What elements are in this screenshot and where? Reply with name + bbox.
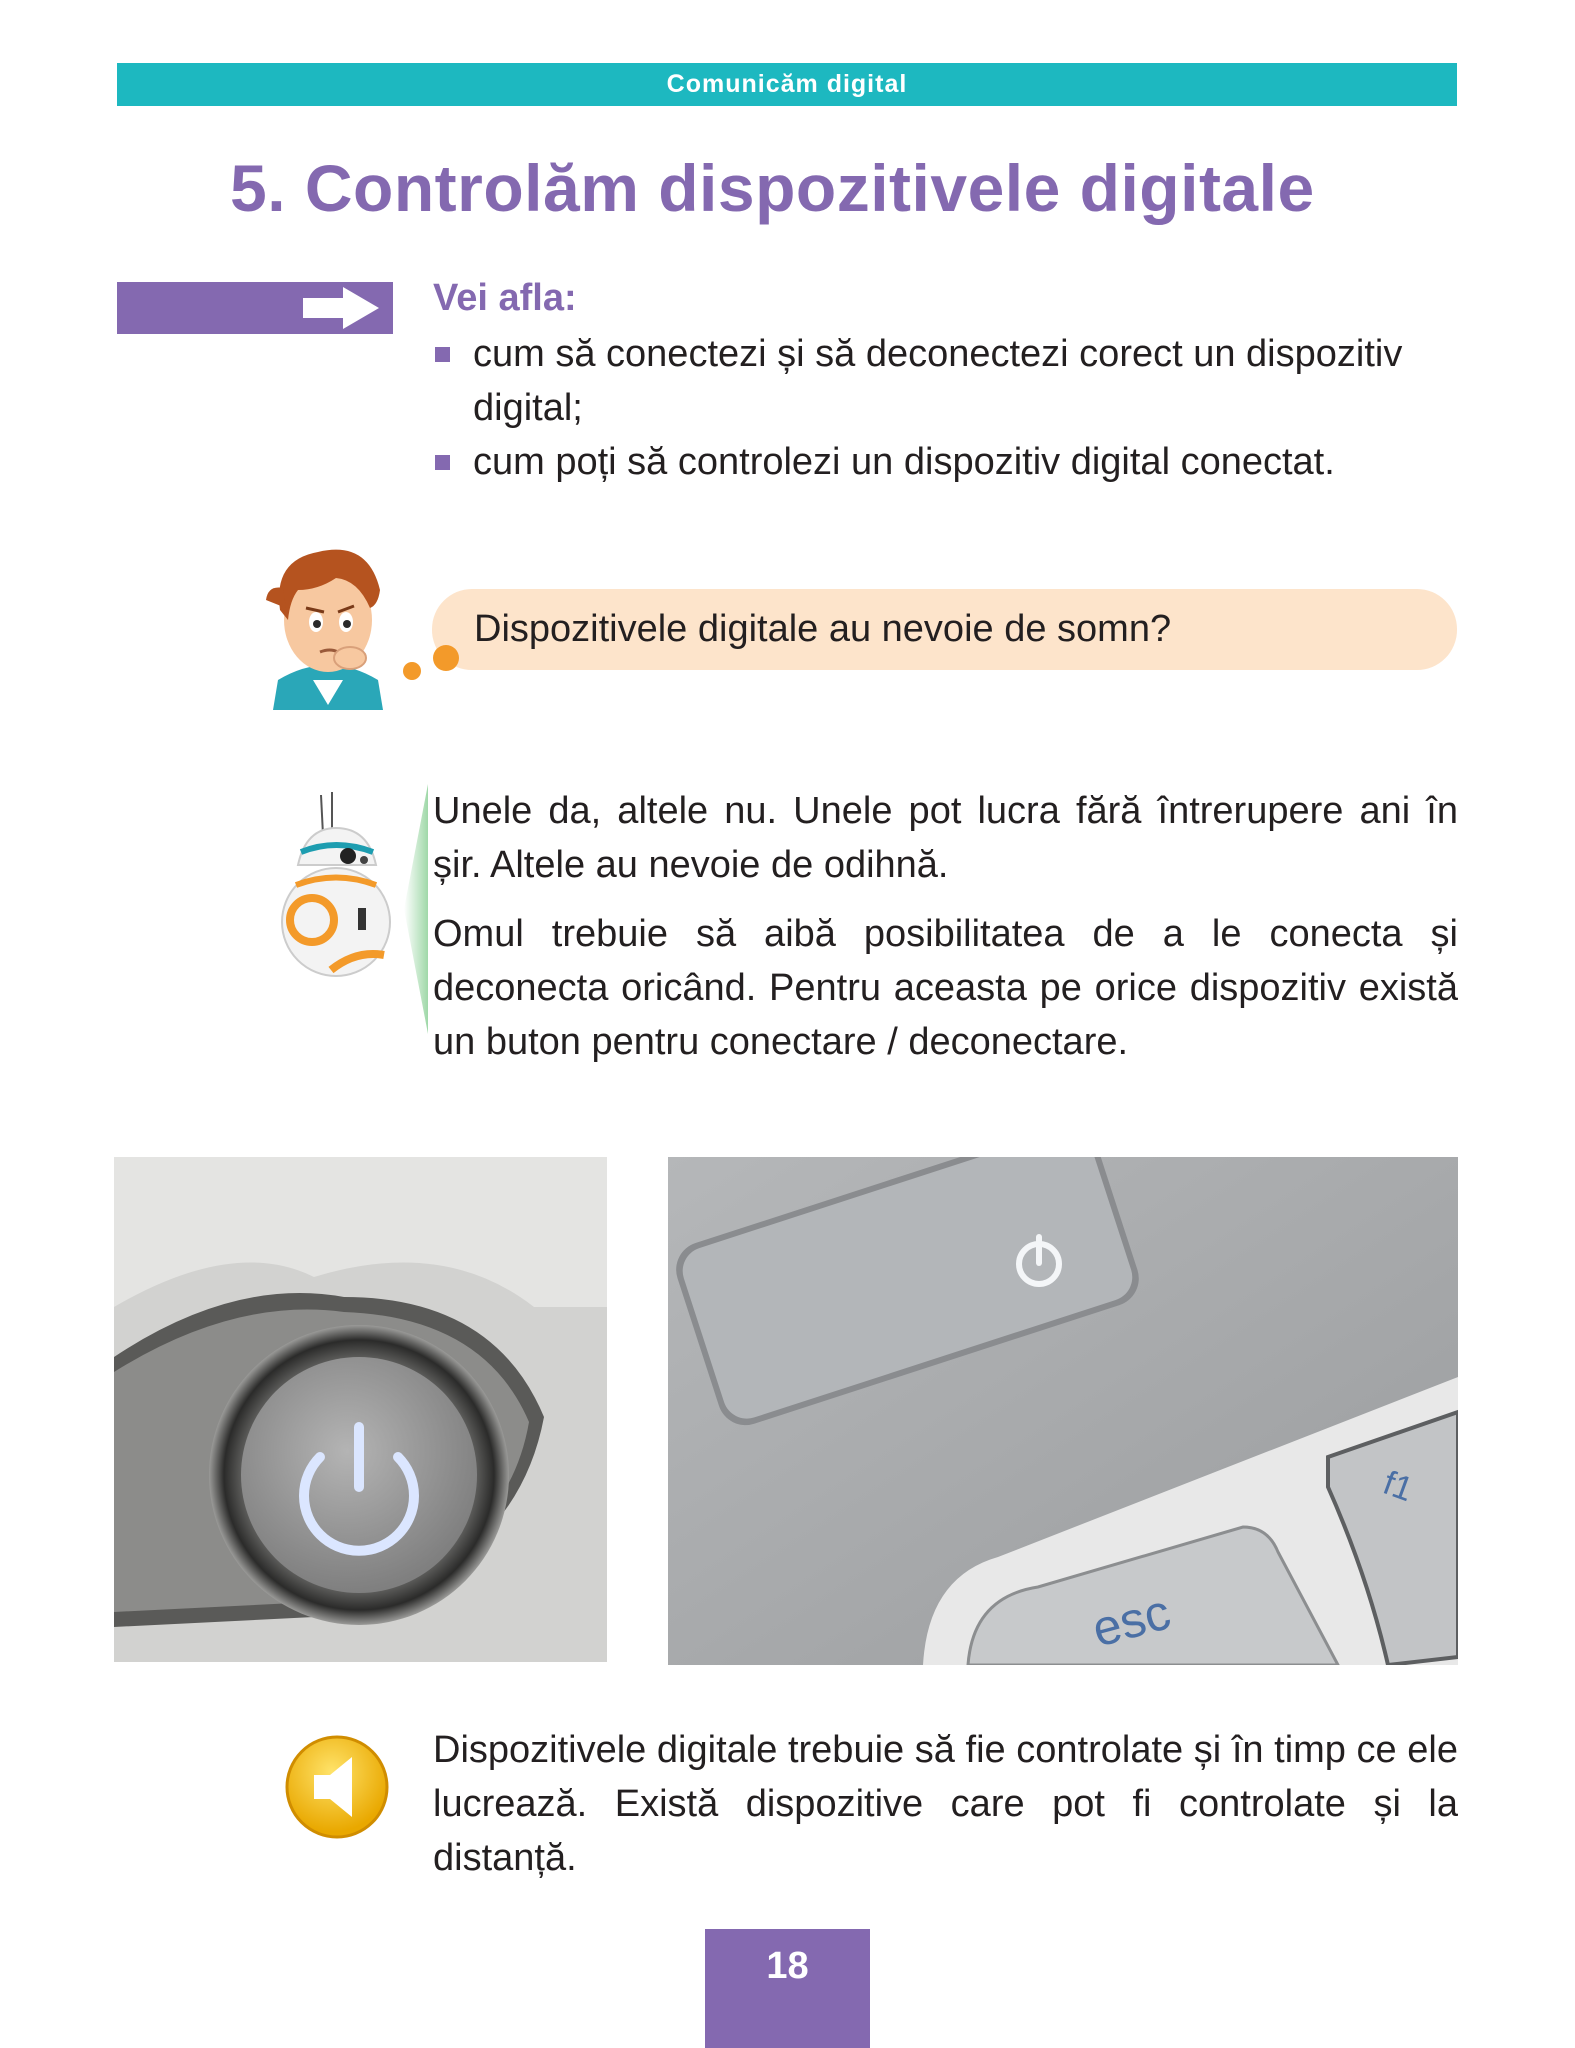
power-button-photo (114, 1157, 607, 1662)
laptop-keyboard-image (668, 1157, 1458, 1665)
objectives-heading: Vei afla: (433, 277, 577, 319)
square-bullet-icon (435, 455, 450, 470)
speech-dot-small (403, 662, 421, 680)
page-number: 18 (766, 1945, 809, 1987)
arrow-right-icon (297, 284, 387, 332)
speaker-icon[interactable] (282, 1733, 392, 1841)
square-bullet-icon (435, 347, 450, 362)
section-label: Comunicăm digital (666, 70, 908, 98)
page-number-box (705, 1929, 870, 2048)
objective-item-2 (433, 435, 1463, 489)
laptop-keyboard-photo (668, 1157, 1458, 1665)
audio-note-text: Dispozitivele digitale trebuie să fie controlate și în timp ce ele lucrează. Există dispozitive care pot fi controlate și la distanță. (433, 1729, 1458, 1879)
answer-accent-bar (404, 784, 430, 1034)
objectives-bar (117, 282, 393, 334)
question-text: Dispozitivele digitale au nevoie de somn? (474, 608, 1172, 650)
thinking-boy-illustration (258, 530, 398, 710)
objective-text: cum poți să controlezi un dispozitiv digital conectat. (473, 441, 1335, 483)
robot-bb8-illustration (276, 790, 396, 990)
answer-paragraph-1: Unele da, altele nu. Unele pot lucra fără întrerupere ani în șir. Altele au nevoie de odihnă. (433, 790, 1458, 886)
objective-item-1 (433, 327, 1463, 435)
answer-paragraph-2: Omul trebuie să aibă posibilitatea de a le conecta și deconecta oricând. Pentru aceasta pe orice dispozitiv există un buton pentru conectare / deconectare. (433, 913, 1458, 1063)
esc-key-label: esc (1086, 1583, 1177, 1658)
section-header-band (117, 63, 1457, 106)
question-bubble (432, 589, 1457, 670)
power-button-image (114, 1157, 607, 1662)
page-title: 5. Controlăm dispozitivele digitale (230, 151, 1315, 225)
objective-text: cum să conectezi și să deconectezi corect un dispozitiv digital; (473, 333, 1403, 429)
speech-dot-large (433, 645, 459, 671)
f1-key-label: f1 (1378, 1463, 1418, 1510)
